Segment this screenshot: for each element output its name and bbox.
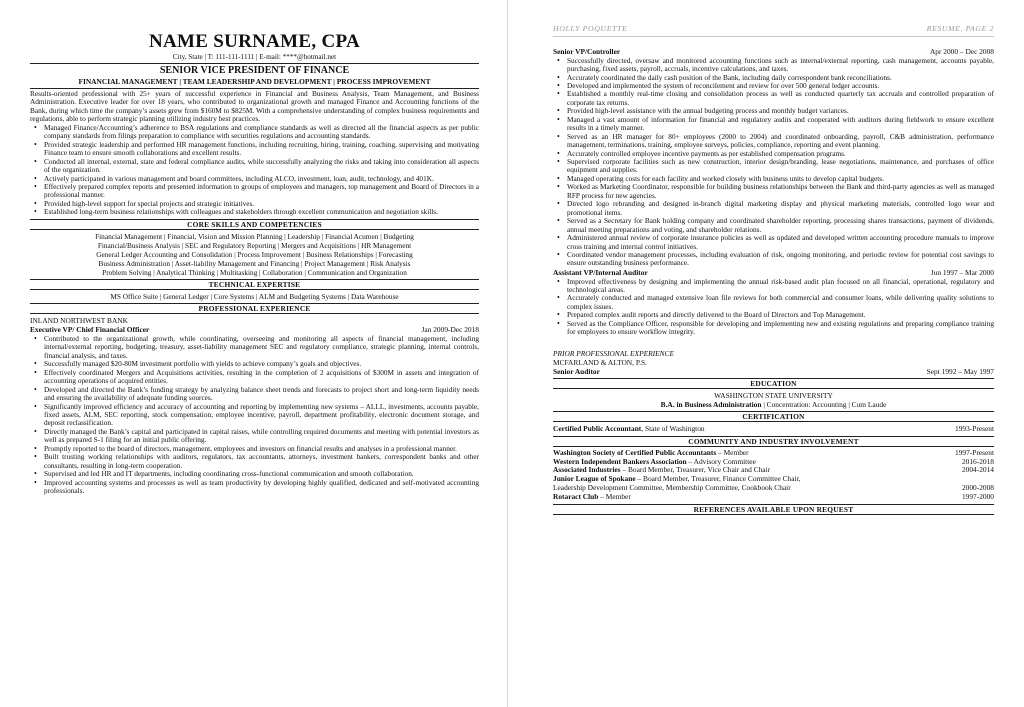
role-bullet: • Established a monthly real-time closing and consolidation process as well as conducted quarterly tax accruals and controlled preparation of corporate tax returns. — [553, 90, 994, 107]
role-bullet: • Significantly improved efficiency and accuracy of accounting and reporting by implementing new systems – ALLL, investments, accounts payable, fixed assets, ALM, SEC reporting, stock compensation, employee incentive, payroll, department profitability, electronic document storage, and deposit reclassification. — [30, 403, 479, 428]
skills-line: General Ledger Accounting and Consolidation | Process Improvement | Business Relationships | Forecasting — [96, 249, 413, 259]
references-note: REFERENCES AVAILABLE UPON REQUEST — [553, 504, 994, 515]
role-bullet: • Developed and implemented the system of reconcilement and review for over 500 general ledger accounts. — [553, 82, 994, 90]
headline: SENIOR VICE PRESIDENT OF FINANCE — [159, 65, 350, 76]
role-dates: Apr 2000 – Dec 2008 — [929, 47, 994, 56]
degree-line — [553, 400, 994, 409]
role-bullet: • Improved effectiveness by designing and implementing the annual risk-based audit plan focused on all financial, operational, regulatory and technological areas. — [553, 278, 994, 295]
role-bullet: • Served as an HR manager for 80+ employees (2000 to 2004) and coordinated onboarding, payroll, C&B administration, performance management, terminations, training, employee surveys, policies, compliance, reporting and event planning. — [553, 133, 994, 150]
role-title: Senior VP/Controller — [553, 47, 621, 56]
role-bullet: • Directly managed the Bank’s capital and participated in capital raises, while controlling required documents and meeting with potential investors as well as prepared S-1 filing for an initial public offering. — [30, 428, 479, 445]
role-bullet: • Provided high-level assistance with the annual budgeting process and monthly budget variances. — [553, 107, 994, 115]
community-role: – Advisory Committee — [686, 456, 756, 466]
role-bullet: • Directed logo rebranding and designed in-branch digital marketing display and physical marketing materials, controlled logo wear and promotional items. — [553, 200, 994, 217]
role-bullet: • Managed a vast amount of information for financial and regulatory audits and cooperated with auditors during fieldwork to ensure excellent results in a timely manner. — [553, 116, 994, 133]
certification-detail: , State of Washington — [641, 424, 705, 434]
section-heading-community: COMMUNITY AND INDUSTRY INVOLVEMENT — [553, 436, 994, 447]
role-bullet: • Developed and directed the Bank’s funding strategy by analyzing balance sheet trends and forecasts to project short and long-term liquidity needs and ensuring the availability of adequate funding sources. — [30, 386, 479, 403]
prior-employer: MCFARLAND & ALTON, P.S. — [553, 357, 647, 367]
skills-line: Financial Management | Financial, Vision and Mission Planning | Leadership | Financial Acumen | Budgeting — [95, 231, 414, 241]
community-org: Western Independent Bankers Association — [553, 456, 687, 466]
role-bullet-list — [553, 278, 994, 337]
technical-line: MS Office Suite | General Ledger | Core Systems | ALM and Budgeting Systems | Data Warehouse — [110, 292, 399, 302]
role-bullet: • Supervised corporate facilities such as new construction, interior design/branding, lease negotiations, maintenance, and purchases of office equipment and supplies. — [553, 158, 994, 175]
community-dates: 1997-Present — [955, 447, 994, 457]
role-bullet: • Accurately controlled employee incentive payments as per established compensation programs. — [553, 150, 994, 158]
community-row — [553, 493, 994, 502]
role-bullet: • Managed operating costs for each facility and worked closely with business units to develop capital budgets. — [553, 175, 994, 183]
role-bullet: • Administered annual review of corporate insurance policies as well as updated and developed written accounting procedure manuals to improve cross training and internal control initiatives. — [553, 234, 994, 251]
summary-bullet: • Provided strategic leadership and performed HR management functions, including recruiting, hiring, training, coaching, supervising and motivating Finance team to ensure smooth collaborations and excellent results. — [30, 141, 479, 158]
certification-row — [553, 424, 994, 434]
community-org: Rotaract Club — [553, 491, 599, 501]
role-bullet: • Served as the Compliance Officer, responsible for developing and implementing new and existing regulations and preparing compliance training for employees to ensure workflow integrity. — [553, 320, 994, 337]
section-heading-technical: TECHNICAL EXPERTISE — [30, 279, 479, 290]
role-title: Assistant VP/Internal Auditor — [553, 267, 648, 277]
contact-line: City, State | T: 111-111-1111 | E-mail: ****@hotmail.net — [172, 53, 337, 61]
employer-name: INLAND NORTHWEST BANK — [30, 316, 128, 326]
community-role: Leadership Development Committee, Membership Committee, Cookbook Chair — [553, 483, 791, 493]
community-role: – Board Member, Treasurer, Vice Chair and Chair — [620, 465, 771, 475]
role-bullet-list — [30, 335, 479, 496]
role-bullet: • Supervised and led HR and IT departments, including coordinating cross-functional communication and smooth collaboration. — [30, 470, 479, 478]
role-bullet: • Promptly reported to the board of directors, management, employees and investors on financial results and analyses in a professional manner. — [30, 445, 479, 453]
role-bullet: • Contributed to the organizational growth, while coordinating, overseeing and monitoring all aspects of financial management, including internal/external reporting, budgeting, treasury, asset-liability management SEC and regulatory compliance, strategic planning, internal controls, financial analysis, and taxes. — [30, 335, 479, 360]
skills-block — [30, 232, 479, 277]
community-org: Associated Industries — [553, 465, 621, 475]
resume-page-2 — [513, 0, 1024, 707]
certification-dates: 1993-Present — [955, 424, 994, 434]
divider — [30, 63, 479, 64]
community-role: – Board Member, Treasurer, Finance Committee Chair, — [635, 474, 801, 484]
role-dates: Jan 2009-Dec 2018 — [421, 325, 479, 335]
summary-paragraph: Results-oriented professional with 25+ years of successful experience in Financial and Business Analysis, Team Management, and Business Administration. Executive leader for over 18 years, who contributed to organizational growth and managed Finance and Accounting functions of the Bank, during which time the company’s assets grew from $160M to $825M. With a comprehensive understanding of complex business requirements and regulations, able to perform strategic planning utilizing industry best practices. — [30, 89, 479, 124]
community-dates: 2000-2008 — [961, 483, 994, 493]
role-bullet-list — [553, 57, 994, 268]
prior-experience-heading: PRIOR PROFESSIONAL EXPERIENCE — [553, 348, 674, 358]
role-bullet: • Served as a Secretary for Bank holding company and coordinated shareholder reporting, processing shares transactions, payment of dividends, annual meeting preparations and voting, and shareholder relations. — [553, 217, 994, 234]
degree-detail: | Concentration: Accounting | Cum Laude — [761, 400, 887, 410]
skills-line: Problem Solving | Analytical Thinking | Multitasking | Collaboration | Communication and Organization — [102, 268, 407, 278]
section-heading-certification: CERTIFICATION — [553, 411, 994, 422]
community-dates: 1997-2000 — [961, 491, 994, 501]
school-name: WASHINGTON STATE UNIVERSITY — [714, 391, 833, 401]
role-title: Senior Auditor — [553, 366, 600, 376]
section-heading-skills: CORE SKILLS AND COMPETENCIES — [30, 219, 479, 230]
role-bullet: • Coordinated vendor management processes, including evaluation of risk, ongoing monitoring, and periodic review for potential cost savings to ensure outstanding business performance. — [553, 251, 994, 268]
community-text — [553, 493, 631, 502]
summary-bullet: • Established long-term business relationships with colleagues and stakeholders through excellent communication and negotiation skills. — [30, 208, 479, 216]
community-role: – Member — [598, 491, 631, 501]
section-heading-experience: PROFESSIONAL EXPERIENCE — [30, 303, 479, 314]
summary-bullet: • Effectively prepared complex reports and presented information to groups of employees and managers, top management and Board of Directors in a professional manner. — [30, 183, 479, 200]
community-list — [553, 449, 994, 502]
role-bullet: • Prepared complex audit reports and directly delivered to the Board of Directors and Top Management. — [553, 311, 994, 319]
subheadline: FINANCIAL MANAGEMENT | TEAM LEADERSHIP AND DEVELOPMENT | PROCESS IMPROVEMENT — [78, 77, 431, 86]
community-role: – Member — [716, 447, 749, 457]
header-page-label: RESUME, PAGE 2 — [926, 24, 994, 33]
community-dates: 2016-2018 — [961, 456, 994, 466]
role-bullet: • Accurately conducted and managed extensive loan file reviews for both commercial and consumer loans, while delivering quality solutions to complex issues. — [553, 294, 994, 311]
summary-bullet: • Actively participated in various management and board committees, including ALCO, investment, loan, audit, technology, and 401K. — [30, 175, 479, 183]
role-bullet: • Successfully directed, oversaw and monitored accounting functions such as internal/external reporting, cash management, accounts payable, purchasing, fixed assets, payroll, accruals, incentive calculations, and taxes. — [553, 57, 994, 74]
role-bullet: • Worked as Marketing Coordinator, responsible for building business relationships between the Bank and third-party agencies as well as managed RFP process for new agencies. — [553, 183, 994, 200]
role-bullet: • Improved accounting systems and processes as well as team productivity by developing highly qualified, dedicated and self-motivated accounting professionals. — [30, 479, 479, 496]
page-header — [553, 24, 994, 37]
section-heading-education: EDUCATION — [553, 378, 994, 389]
summary-bullet-list — [30, 124, 479, 217]
role-bullet: • Successfully managed $20-80M investment portfolio with yields to achieve company’s goals and objectives. — [30, 360, 479, 368]
role-bullet: • Built trusting working relationships with auditors, regulators, tax accountants, attorneys, investment bankers, correspondent banks and other consultants, resulting in long-term cooperation. — [30, 453, 479, 470]
role-dates: Sept 1992 – May 1997 — [926, 366, 994, 376]
role-bullet: • Effectively coordinated Mergers and Acquisitions activities, resulting in the completion of 2 acquisitions of $300M in assets and integration of accounting operations of acquired entities. — [30, 369, 479, 386]
summary-bullet: • Conducted all internal, external, state and federal compliance audits, while successfully analyzing the risks and taking into consideration all aspects of the organization. — [30, 158, 479, 175]
community-dates: 2004-2014 — [961, 465, 994, 475]
community-org: Washington Society of Certified Public Accountants — [553, 447, 717, 457]
header-name: HOLLY POQUETTE — [553, 24, 628, 33]
skills-line: Financial/Business Analysis | SEC and Regulatory Reporting | Mergers and Acquisitions | HR Management — [97, 240, 412, 250]
degree-title: B.A. in Business Administration — [660, 400, 762, 410]
candidate-name: NAME SURNAME, CPA — [148, 31, 361, 52]
spacer — [553, 337, 994, 349]
community-org: Junior League of Spokane — [553, 474, 636, 484]
skills-line: Business Administration | Asset-liability Management and Financing | Project Management | Risk Analysis — [98, 259, 411, 269]
role-title: Executive VP/ Chief Financial Officer — [30, 325, 150, 335]
role-dates: Jun 1997 – Mar 2000 — [930, 267, 994, 277]
resume-page-1 — [0, 0, 508, 707]
certification-name: Certified Public Accountant — [553, 424, 642, 434]
summary-bullet: • Provided high-level support for special projects and strategic initiatives. — [30, 200, 479, 208]
role-bullet: • Accurately coordinated the daily cash position of the Bank, including daily correspondent bank reconciliations. — [553, 74, 994, 82]
certification-text — [553, 424, 705, 434]
summary-bullet: • Managed Finance/Accounting’s adherence to BSA regulations and compliance standards as well as directed all the financial aspects as per public company standards from filings preparation to compliance with securities regulations and accounting standards. — [30, 124, 479, 141]
role-row — [553, 367, 994, 377]
